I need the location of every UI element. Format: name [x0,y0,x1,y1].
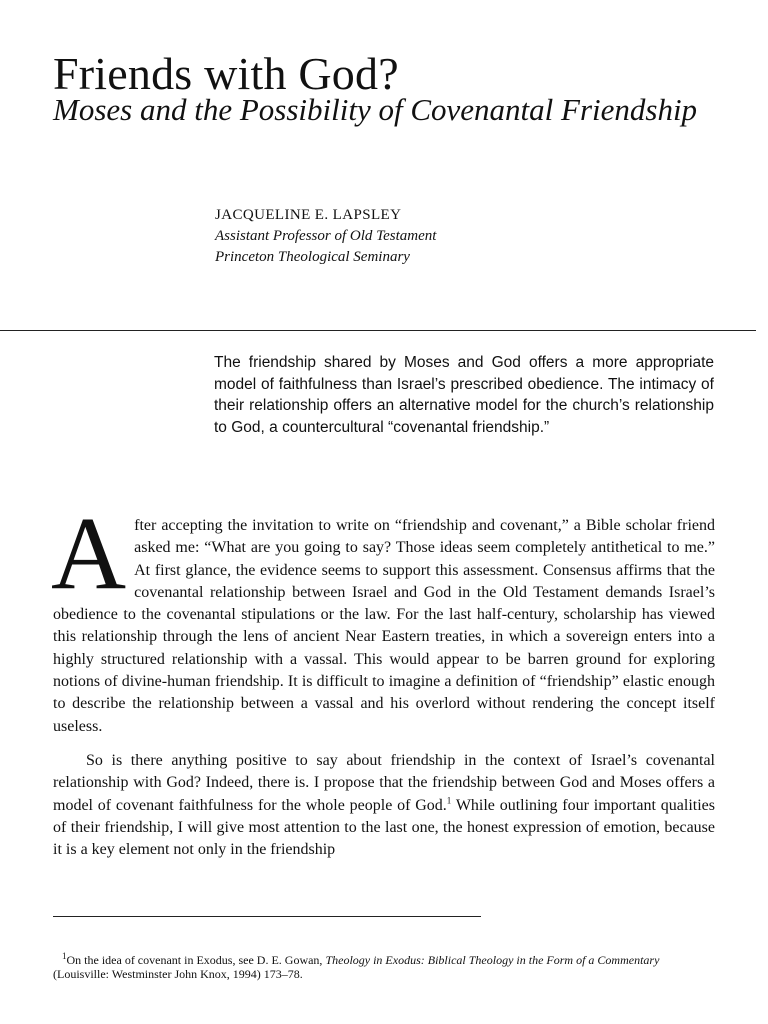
author-block [215,205,436,268]
body-paragraph-1-text: fter accepting the invitation to write on “friendship and covenant,” a Bible scholar friend asked me: “What are you going to say? Those ideas seem completely antithetical to me.” At first glance, the evidence seems to support this assessment. Consensus affirms that the covenantal relationship between Israel and God in the Old Testament demands Israel’s obedience to the covenantal stipulations or the law. For the last half-century, scholarship has viewed this relationship through the lens of ancient Near Eastern treaties, in which a sovereign enters into a highly structured relationship with a vassal. This would appear to be barren ground for exploring notions of divine-human friendship. It is difficult to imagine a definition of “friendship” elastic enough to describe the relationship between a vassal and his overlord without rendering the concept itself useless. [53,517,715,735]
body-paragraph-2-text: So is there anything positive to say about friendship in the context of Israel’s covenantal relationship with God? Indeed, there is. I propose that the friendship between God and Moses offers a model of covenant faithfulness for the whole people of God. [53,751,715,814]
author-name: JACQUELINE E. LAPSLEY [215,207,402,223]
body-paragraph-1 [51,496,715,738]
abstract: The friendship shared by Moses and God offers a more appropriate model of faithfulness than Israel’s prescribed obedience. The intimacy of their relationship offers an alternative model for the church’s relationship to God, a countercultural “covenantal friendship.” [214,354,714,436]
body-paragraph-2 [53,750,715,861]
drop-cap: A [51,496,127,611]
footnote-cited-title: Theology in Exodus: Biblical Theology in the Form of a Commentary [325,953,660,967]
author-institution: Princeton Theological Seminary [215,249,410,265]
article-title: Friends with God? [53,48,399,99]
header-divider [0,330,756,331]
footnote-divider [53,916,481,917]
article-subtitle: Moses and the Possibility of Covenantal Friendship [53,92,698,127]
footnote-reference[interactable]: 1 [446,795,452,806]
footnote-publication: (Louisville: Westminster John Knox, 1994) 173–78. [53,967,303,981]
footnote [53,953,713,981]
footnote-marker: 1 [62,951,67,961]
body-paragraph-2-continuation: While outlining four important qualities of their friendship, I will give most attention to the last one, the honest expression of emotion, because it is a key element not only in the friendship [53,796,715,859]
article-body [51,496,715,861]
author-position: Assistant Professor of Old Testament [215,228,437,244]
footnote-text: On the idea of covenant in Exodus, see D. E. Gowan, [66,953,326,967]
